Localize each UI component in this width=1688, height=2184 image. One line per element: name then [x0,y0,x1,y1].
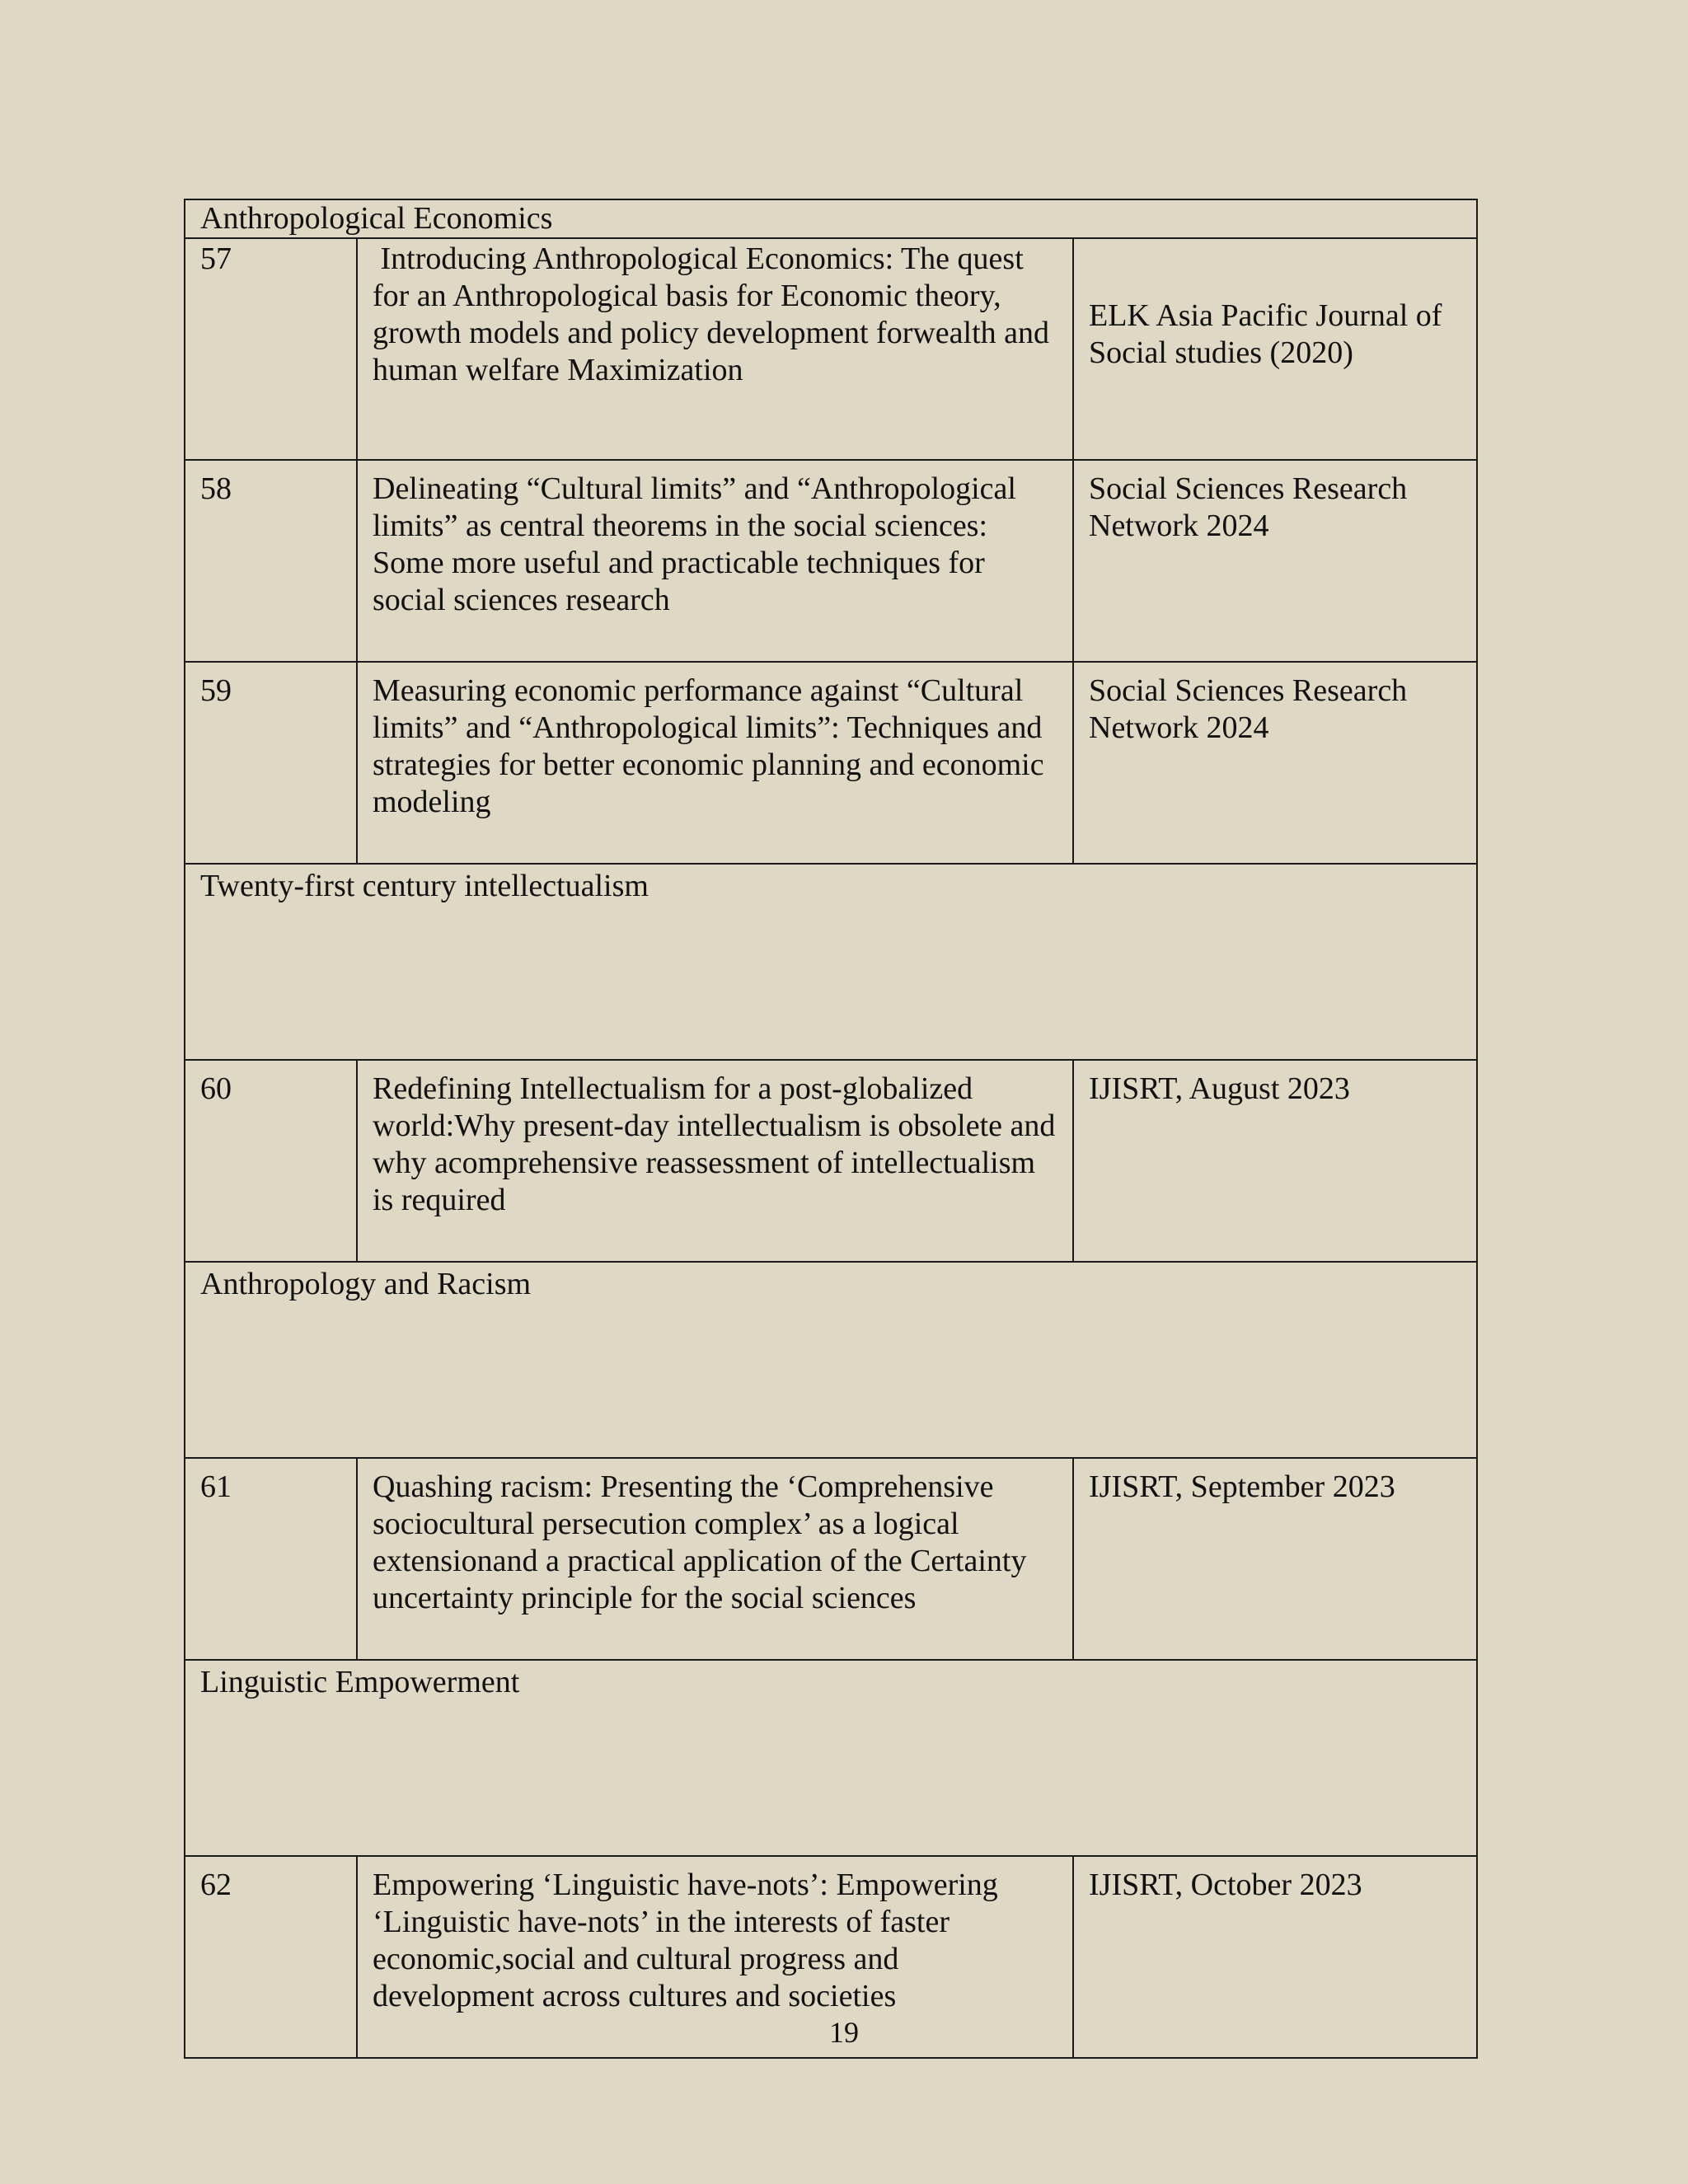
section-header-row [185,1262,1477,1458]
entry-journal: Social Sciences Research Network 2024 [1073,662,1477,864]
section-heading: Linguistic Empowerment [185,1660,1477,1856]
entry-number: 58 [185,460,357,662]
entry-number: 59 [185,662,357,864]
entry-journal: IJISRT, September 2023 [1073,1458,1477,1660]
table-row [185,1458,1477,1660]
entry-title: Empowering ‘Linguistic have-nots’: Empowering ‘Linguistic have-nots’ in the interests of faster economic,social and cultural progress and development across cultures and societies [357,1856,1073,2058]
entry-journal: Social Sciences Research Network 2024 [1073,460,1477,662]
entry-number: 62 [185,1856,357,2058]
section-header-row [185,864,1477,1060]
entry-number: 60 [185,1060,357,1262]
entry-title [357,238,1073,460]
table-row [185,662,1477,864]
entry-title-text: Introducing Anthropological Economics: The quest for an Anthropological basis for Economic theory, growth models and policy development forwealth and human welfare Maximization [373,241,1057,387]
publications-table [184,199,1478,2059]
entry-journal: IJISRT, October 2023 [1073,1856,1477,2058]
entry-journal: ELK Asia Pacific Journal of Social studies (2020) [1073,238,1477,460]
entry-number: 57 [185,238,357,460]
section-heading: Anthropological Economics [185,199,1477,238]
table-row [185,460,1477,662]
page-number: 19 [829,2016,859,2049]
table-row [185,1060,1477,1262]
entry-title: Redefining Intellectualism for a post-globalized world:Why present-day intellectualism is obsolete and why acomprehensive reassessment of intellectualism is required [357,1060,1073,1262]
table-row [185,238,1477,460]
section-heading: Anthropology and Racism [185,1262,1477,1458]
entry-title: Delineating “Cultural limits” and “Anthropological limits” as central theorems in the social sciences: Some more useful and practicable techniques for social sciences research [357,460,1073,662]
section-heading: Twenty-first century intellectualism [185,864,1477,1060]
entry-journal: IJISRT, August 2023 [1073,1060,1477,1262]
entry-number: 61 [185,1458,357,1660]
section-header-row [185,199,1477,238]
entry-title: Quashing racism: Presenting the ‘Comprehensive sociocultural persecution complex’ as a logical extensionand a practical application of the Certainty uncertainty principle for the social sciences [357,1458,1073,1660]
section-header-row [185,1660,1477,1856]
entry-title: Measuring economic performance against “Cultural limits” and “Anthropological limits”: Techniques and strategies for better economic planning and economic modeling [357,662,1073,864]
